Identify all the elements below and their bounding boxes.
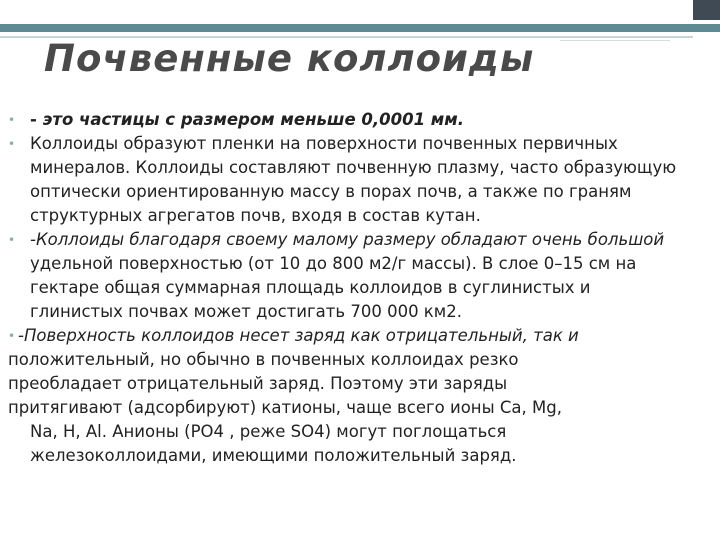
item-lead: -	[30, 110, 37, 129]
list-item	[8, 228, 682, 324]
bullet-icon: •	[8, 233, 16, 247]
item-italic: -Коллоиды благодаря своему малому размеру обладают очень большой	[30, 230, 665, 249]
item-text: это частицы с размером меньше 0,0001 мм.	[36, 110, 465, 129]
corner-accent	[693, 0, 720, 20]
bullet-icon: •	[8, 113, 16, 127]
slide-title: Почвенные коллоиды	[44, 37, 535, 80]
header-rule	[0, 24, 720, 32]
item-italic: -Поверхность коллоидов несет заряд как отрицательный, так и	[18, 326, 579, 345]
title-underline	[560, 40, 670, 41]
item-line: преобладает отрицательный заряд. Поэтому эти заряды	[8, 374, 508, 393]
top-bar	[0, 0, 720, 20]
item-text: удельной поверхностью (от 10 до 800 м2/г массы). В слое 0–15 см на гектаре общая суммарная площадь коллоидов в суглинистых и глинистых почвах может достигать 700 000 км2.	[30, 254, 637, 321]
item-text: Коллоиды образуют пленки на поверхности почвенных первичных минералов. Коллоиды составляют почвенную плазму, часто образующую оптически ориентированную массу в порах почв, а также по граням структурных агрегатов почв, входя в состав кутан.	[30, 134, 677, 225]
item-line: положительный, но обычно в почвенных коллоидах резко	[8, 350, 519, 369]
item-line: притягивают (адсорбируют) катионы, чаще всего ионы Ca, Mg,	[8, 398, 562, 417]
list-item	[8, 108, 682, 132]
slide-body	[8, 108, 682, 468]
bullet-icon: •	[8, 329, 16, 343]
bullet-icon: •	[8, 137, 16, 151]
item-line: Na, H, Al. Анионы (PO4 , реже SO4) могут поглощаться железоколлоидами, имеющими положительный заряд.	[30, 422, 517, 465]
list-item	[8, 324, 682, 468]
list-item	[8, 132, 682, 228]
